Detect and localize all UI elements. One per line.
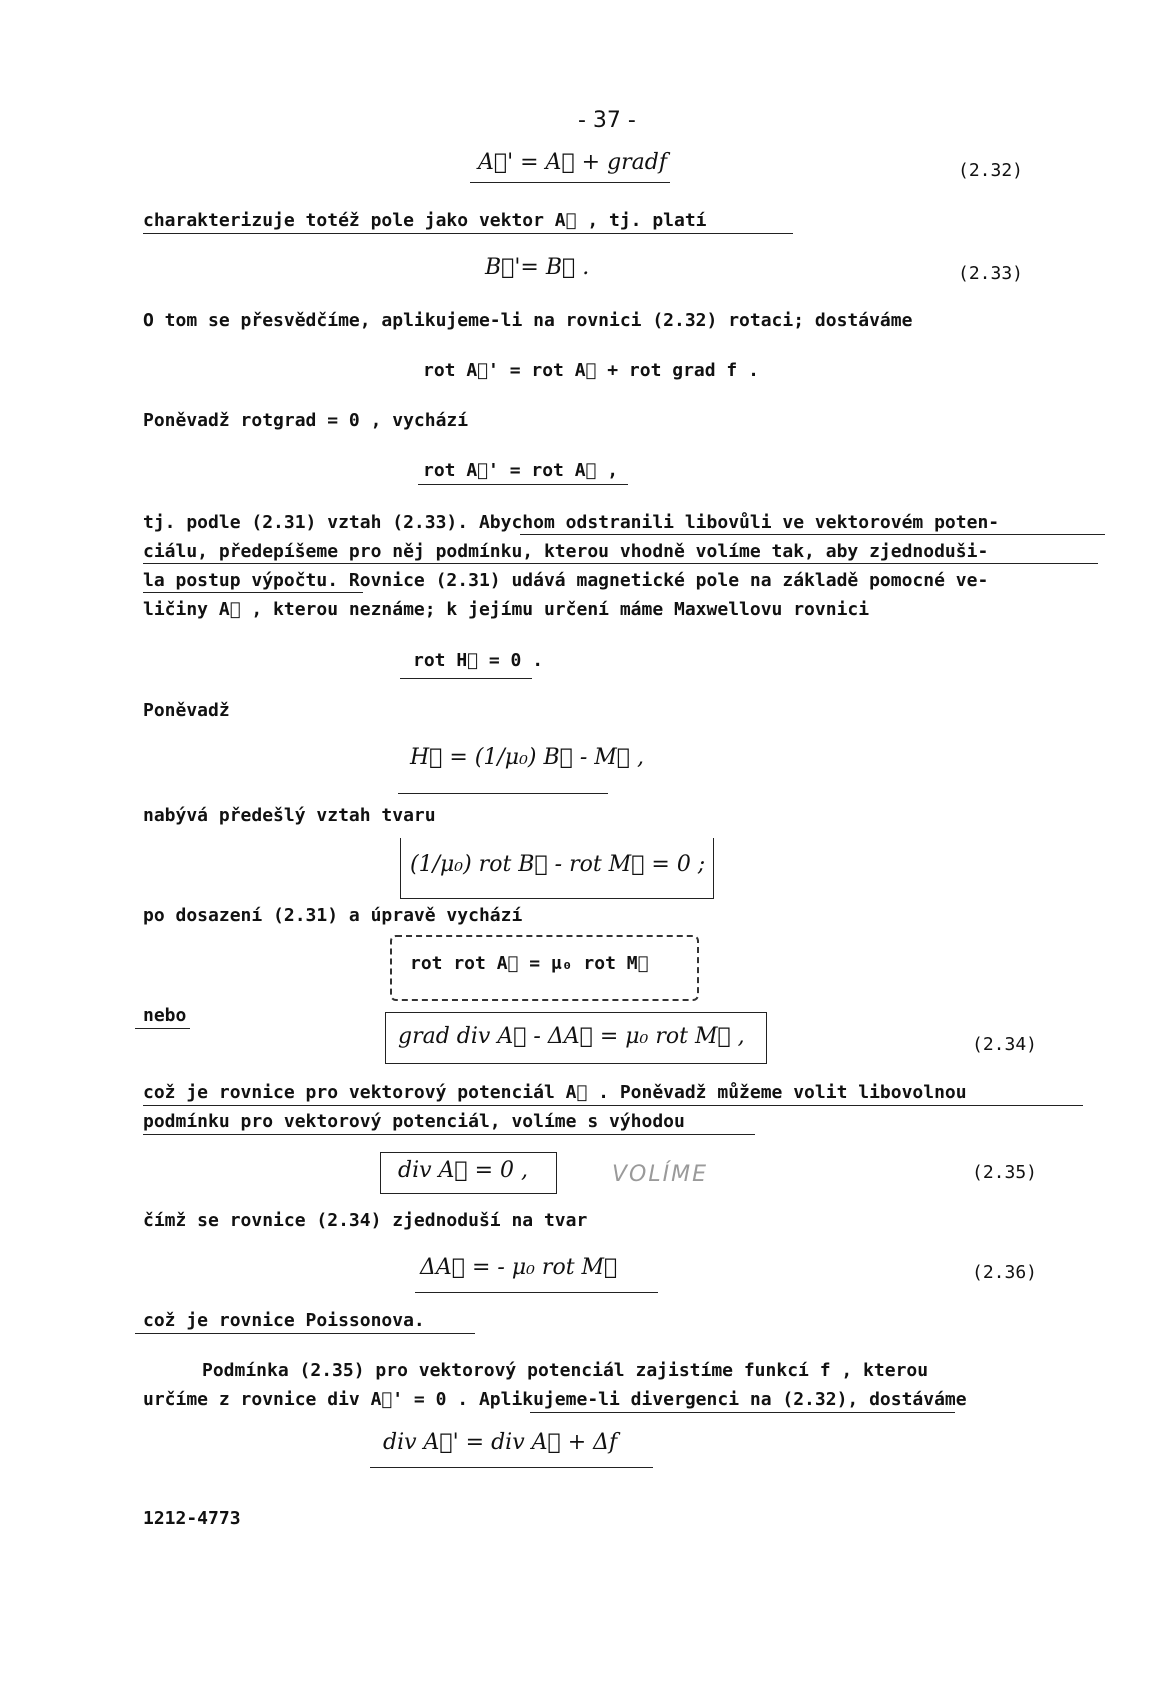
footer-code: 1212-4773 [143,1508,241,1529]
text-line: což je rovnice pro vektorový potenciál A⃗ . Poněvadž můžeme volit libovolnou [143,1082,967,1103]
equation-2-33: B⃗'= B⃗ . [485,255,590,280]
text-line: Poněvadž [143,700,230,721]
equation-number-2-32: (2.32) [958,160,1024,181]
equation-rot-rot: rot rot A⃗ = μ₀ rot M⃗ [410,953,649,974]
underline [415,1292,658,1293]
underline [370,1467,653,1468]
equation-2-32: A⃗' = A⃗ + gradf [478,150,668,175]
text-line: podmínku pro vektorový potenciál, volíme s výhodou [143,1111,685,1132]
equation-final: div A⃗' = div A⃗ + Δf [383,1430,618,1455]
text-line: po dosazení (2.31) a úpravě vychází [143,905,523,926]
underline [143,1105,1083,1106]
underline [418,484,628,485]
text-line: charakterizuje totéž pole jako vektor A⃗ , tj. platí [143,210,707,231]
underline [530,1412,955,1413]
text-line: což je rovnice Poissonova. [143,1310,425,1331]
text-line: nabývá předešlý vztah tvaru [143,805,436,826]
equation-2-34: grad div A⃗ - ΔA⃗ = μ₀ rot M⃗ , [398,1024,745,1049]
paragraph-line: Podmínka (2.35) pro vektorový potenciál zajistíme funkcí f , kterou [202,1360,929,1381]
page-number: - 37 - [578,108,636,133]
text-line: čímž se rovnice (2.34) zjednoduší na tvar [143,1210,588,1231]
margin-note: VOLÍME [612,1162,708,1187]
equation-H: H⃗ = (1/μ₀) B⃗ - M⃗ , [410,745,644,770]
equation-rot-2: rot A⃗' = rot A⃗ , [423,460,619,481]
equation-number-2-36: (2.36) [972,1262,1038,1283]
equation-handwritten: (1/μ₀) rot B⃗ - rot M⃗ = 0 ; [410,852,706,877]
text-line: Poněvadž rotgrad = 0 , vychází [143,410,469,431]
equation-rot-1: rot A⃗' = rot A⃗ + rot grad f . [423,360,759,381]
underline [520,534,1105,535]
underline [143,1134,755,1135]
underline [398,793,608,794]
text-line: O tom se přesvědčíme, aplikujeme-li na rovnici (2.32) rotaci; dostáváme [143,310,913,331]
equation-number-2-33: (2.33) [958,263,1024,284]
underline [143,233,793,234]
paragraph-line: tj. podle (2.31) vztah (2.33). Abychom odstranili libovůli ve vektorovém poten- [143,512,1000,533]
paragraph-line: la postup výpočtu. Rovnice (2.31) udává magnetické pole na základě pomocné ve- [143,570,989,591]
equation-2-36: ΔA⃗ = - μ₀ rot M⃗ [420,1255,618,1280]
underline [400,678,532,679]
paragraph-line: určíme z rovnice div A⃗' = 0 . Aplikujeme-li divergenci na (2.32), dostáváme [143,1389,967,1410]
underline [135,1333,475,1334]
text-line: nebo [143,1005,187,1026]
underline [470,182,670,183]
paragraph-line: ličiny A⃗ , kterou neznáme; k jejímu určení máme Maxwellovu rovnici [143,599,870,620]
equation-2-35: div A⃗ = 0 , [398,1158,529,1183]
underline [135,1028,190,1029]
equation-number-2-35: (2.35) [972,1162,1038,1183]
equation-rot-H: rot H⃗ = 0 . [413,650,544,671]
underline [143,563,1098,564]
underline [143,592,363,593]
paragraph-line: ciálu, předepíšeme pro něj podmínku, kterou vhodně volíme tak, aby zjednoduši- [143,541,989,562]
equation-number-2-34: (2.34) [972,1034,1038,1055]
